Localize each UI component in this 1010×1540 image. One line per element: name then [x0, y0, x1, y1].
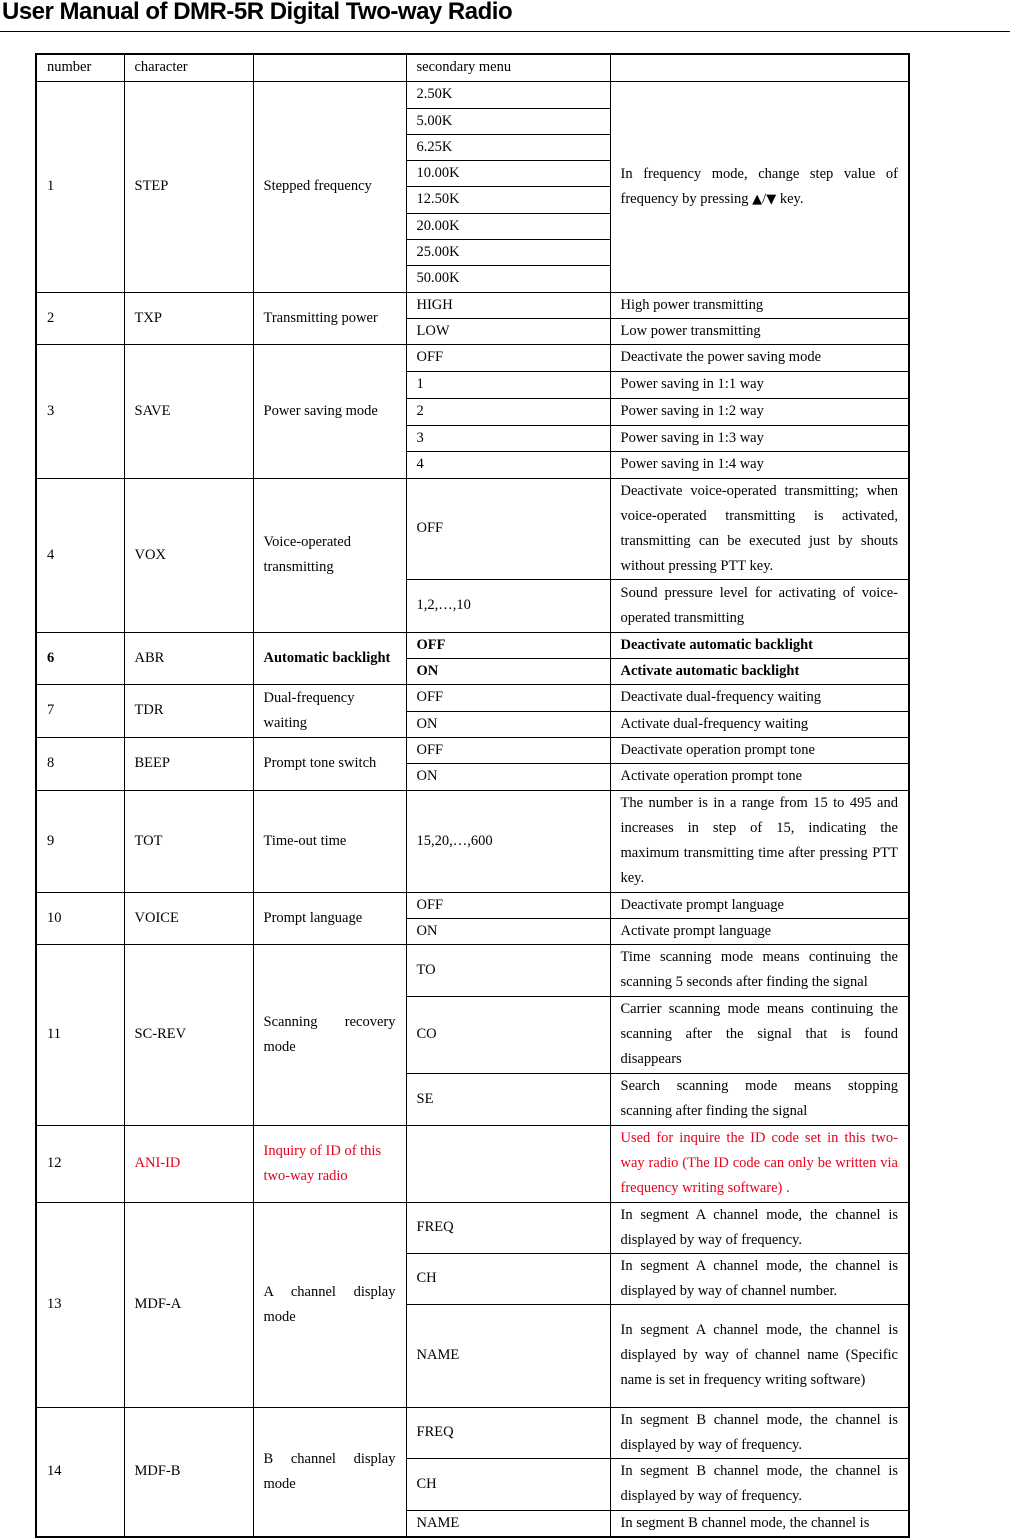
cell-description: In segment B channel mode, the channel is displayed by way of frequency.: [610, 1458, 909, 1510]
cell-option: 12.50K: [406, 186, 610, 213]
column-header-secondary-menu: secondary menu: [406, 54, 610, 81]
cell-function: Automatic backlight: [253, 632, 406, 684]
cell-number: 6: [36, 632, 124, 684]
cell-option: [406, 1125, 610, 1202]
cell-function: Transmitting power: [253, 292, 406, 344]
cell-option: ON: [406, 658, 610, 684]
cell-character: TDR: [124, 684, 253, 737]
cell-option: 10.00K: [406, 160, 610, 186]
cell-option: 15,20,…,600: [406, 790, 610, 892]
cell-number: 12: [36, 1125, 124, 1202]
cell-number: 4: [36, 478, 124, 632]
cell-option: 1,2,…,10: [406, 579, 610, 632]
page-title: User Manual of DMR-5R Digital Two-way Radio: [2, 0, 513, 25]
table-row: [36, 632, 909, 658]
slash-separator: /: [762, 190, 767, 207]
column-header-character: character: [124, 54, 253, 81]
cell-character: VOX: [124, 478, 253, 632]
cell-function: B channel display mode: [253, 1407, 406, 1537]
page-header: [0, 0, 1010, 32]
cell-description: High power transmitting: [610, 292, 909, 318]
cell-description: Deactivate automatic backlight: [610, 632, 909, 658]
cell-number: 14: [36, 1407, 124, 1537]
cell-description: Sound pressure level for activating of voice-operated transmitting: [610, 579, 909, 632]
cell-description: Low power transmitting: [610, 318, 909, 344]
table-row: [36, 684, 909, 711]
cell-description: Activate automatic backlight: [610, 658, 909, 684]
table-row: [36, 292, 909, 318]
cell-number: 1: [36, 81, 124, 292]
cell-description: Search scanning mode means stopping scanning after finding the signal: [610, 1073, 909, 1125]
cell-option: NAME: [406, 1510, 610, 1537]
cell-option: OFF: [406, 344, 610, 371]
column-header-function: [253, 54, 406, 81]
step-description-text: In frequency mode, change step value of frequency by pressing: [620, 165, 898, 207]
cell-function: Prompt language: [253, 892, 406, 944]
table-row: [36, 944, 909, 996]
cell-option: OFF: [406, 632, 610, 658]
cell-character: BEEP: [124, 737, 253, 790]
cell-description: In segment A channel mode, the channel is displayed by way of frequency.: [610, 1202, 909, 1253]
cell-option: HIGH: [406, 292, 610, 318]
cell-character: TOT: [124, 790, 253, 892]
cell-function: Scanning recovery mode: [253, 944, 406, 1125]
cell-function: A channel display mode: [253, 1202, 406, 1407]
cell-option: 3: [406, 425, 610, 451]
cell-number: 10: [36, 892, 124, 944]
cell-option: FREQ: [406, 1202, 610, 1253]
cell-function: Stepped frequency: [253, 81, 406, 292]
cell-character: SC-REV: [124, 944, 253, 1125]
cell-option: LOW: [406, 318, 610, 344]
cell-option: ON: [406, 763, 610, 790]
cell-description: In segment B channel mode, the channel is displayed by way of frequency.: [610, 1407, 909, 1458]
cell-option: ON: [406, 711, 610, 737]
column-header-number: number: [36, 54, 124, 81]
cell-option: OFF: [406, 737, 610, 763]
table-row: [36, 344, 909, 371]
cell-description: Deactivate dual-frequency waiting: [610, 684, 909, 711]
cell-description: Power saving in 1:3 way: [610, 425, 909, 451]
cell-character: SAVE: [124, 344, 253, 478]
cell-character: ABR: [124, 632, 253, 684]
cell-description: Carrier scanning mode means continuing the scanning after the signal that is found disappears: [610, 996, 909, 1073]
cell-character: STEP: [124, 81, 253, 292]
cell-function: Time-out time: [253, 790, 406, 892]
table-row: [36, 737, 909, 763]
cell-description: [610, 81, 909, 292]
table-row: [36, 81, 909, 108]
cell-description: In segment B channel mode, the channel is: [610, 1510, 909, 1537]
cell-number: 9: [36, 790, 124, 892]
cell-description: Deactivate voice-operated transmitting; when voice-operated transmitting is activated, transmitting can be executed just by shouts without pressing PTT key.: [610, 478, 909, 579]
cell-function: Power saving mode: [253, 344, 406, 478]
cell-function: Prompt tone switch: [253, 737, 406, 790]
cell-description: Activate dual-frequency waiting: [610, 711, 909, 737]
cell-number: 13: [36, 1202, 124, 1407]
cell-option: 20.00K: [406, 213, 610, 239]
column-header-description: [610, 54, 909, 81]
cell-function: Inquiry of ID of this two-way radio: [253, 1125, 406, 1202]
cell-description: Power saving in 1:4 way: [610, 451, 909, 478]
cell-option: CH: [406, 1253, 610, 1304]
cell-number: 11: [36, 944, 124, 1125]
cell-option: 1: [406, 371, 610, 398]
cell-option: FREQ: [406, 1407, 610, 1458]
cell-number: 8: [36, 737, 124, 790]
cell-description: Activate prompt language: [610, 918, 909, 944]
cell-character: VOICE: [124, 892, 253, 944]
cell-option: CH: [406, 1458, 610, 1510]
cell-description: Deactivate prompt language: [610, 892, 909, 918]
cell-description: Power saving in 1:1 way: [610, 371, 909, 398]
cell-character: MDF-A: [124, 1202, 253, 1407]
cell-option: 2.50K: [406, 81, 610, 108]
cell-description: Activate operation prompt tone: [610, 763, 909, 790]
table-row: [36, 1407, 909, 1458]
cell-function: Voice-operated transmitting: [253, 478, 406, 632]
table-row: [36, 790, 909, 892]
cell-description: Power saving in 1:2 way: [610, 398, 909, 425]
table-row: [36, 1125, 909, 1202]
cell-character: ANI-ID: [124, 1125, 253, 1202]
cell-option: 5.00K: [406, 108, 610, 134]
cell-number: 7: [36, 684, 124, 737]
cell-option: OFF: [406, 684, 610, 711]
step-description-tail: key.: [776, 190, 804, 207]
cell-number: 2: [36, 292, 124, 344]
cell-option: CO: [406, 996, 610, 1073]
cell-description: The number is in a range from 15 to 495 and increases in step of 15, indicating the maximum transmitting time after pressing PTT key.: [610, 790, 909, 892]
cell-option: 25.00K: [406, 239, 610, 265]
cell-option: 4: [406, 451, 610, 478]
table-row: [36, 892, 909, 918]
triangle-down-icon: ▼: [766, 191, 777, 207]
triangle-up-icon: ▲: [752, 191, 763, 207]
cell-option: 50.00K: [406, 265, 610, 292]
cell-description: Time scanning mode means continuing the scanning 5 seconds after finding the signal: [610, 944, 909, 996]
cell-description: Used for inquire the ID code set in this two-way radio (The ID code can only be written via frequency writing software) .: [610, 1125, 909, 1202]
cell-option: 6.25K: [406, 134, 610, 160]
cell-function: Dual-frequency waiting: [253, 684, 406, 737]
cell-option: SE: [406, 1073, 610, 1125]
cell-option: OFF: [406, 892, 610, 918]
table-header-row: [36, 54, 909, 81]
cell-option: OFF: [406, 478, 610, 579]
cell-description: Deactivate the power saving mode: [610, 344, 909, 371]
cell-description: In segment A channel mode, the channel is displayed by way of channel name (Specific name is set in frequency writing software): [610, 1304, 909, 1407]
cell-option: NAME: [406, 1304, 610, 1407]
cell-character: TXP: [124, 292, 253, 344]
cell-number: 3: [36, 344, 124, 478]
cell-description: Deactivate operation prompt tone: [610, 737, 909, 763]
cell-description: In segment A channel mode, the channel is displayed by way of channel number.: [610, 1253, 909, 1304]
table-row: [36, 1202, 909, 1253]
cell-character: MDF-B: [124, 1407, 253, 1537]
cell-option: TO: [406, 944, 610, 996]
menu-settings-table: [35, 53, 910, 1538]
cell-option: ON: [406, 918, 610, 944]
table-row: [36, 478, 909, 579]
cell-option: 2: [406, 398, 610, 425]
